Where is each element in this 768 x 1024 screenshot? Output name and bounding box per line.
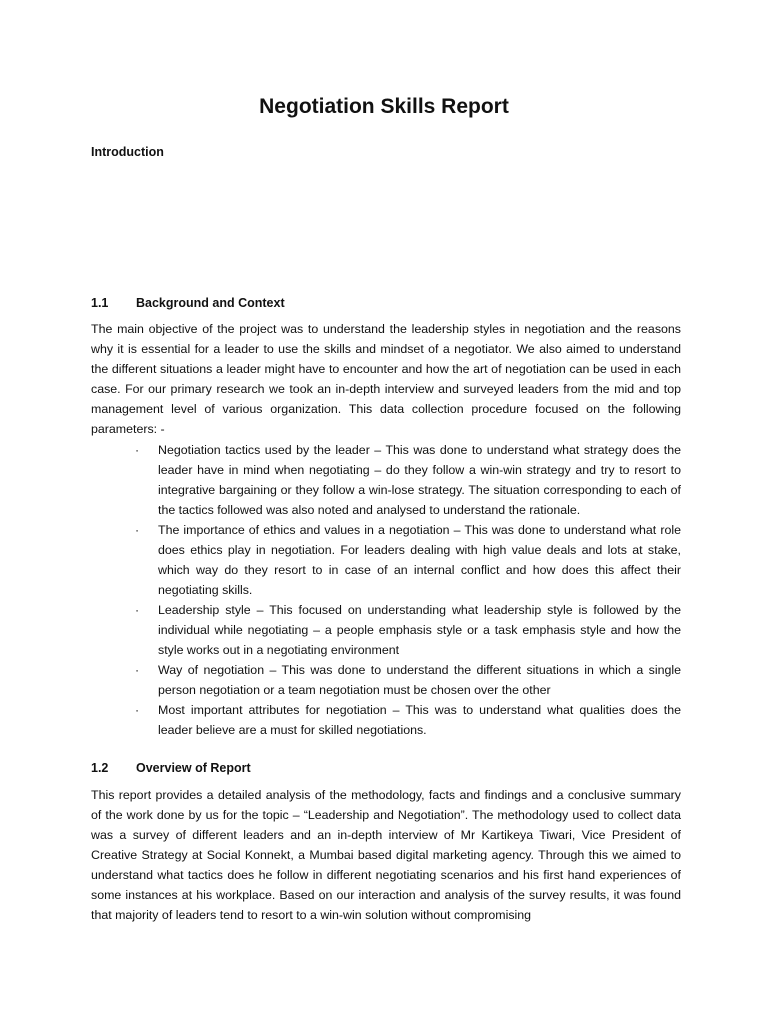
list-item-text: Leadership style – This focused on understanding what leadership style is followed by the individual while negotiating – a people emphasis style or a task emphasis style and how the style works out in a negotiating environment: [158, 603, 681, 657]
bullet-marker: ·: [135, 523, 140, 537]
list-item-text: The importance of ethics and values in a negotiation – This was done to understand what role does ethics play in negotiation. For leaders dealing with high value deals and lots at stake, which way do they resort to in case of an internal conflict and how does this affect their negotiating skills.: [158, 523, 681, 597]
page-title: Negotiation Skills Report: [259, 95, 509, 118]
section-number: 1.2: [91, 761, 109, 775]
bullet-marker: ·: [135, 703, 140, 717]
bullet-marker: ·: [135, 663, 140, 677]
overview-paragraph: This report provides a detailed analysis of the methodology, facts and findings and a conclusive summary of the work done by us for the topic – “Leadership and Negotiation”. The methodology used to collect data was a survey of different leaders and an in-depth interview of Mr Kartikeya Tiwari, Vice President of Creative Strategy at Social Konnekt, a Mumbai based digital marketing agency. Through this we aimed to understand what tactics does he follow in different negotiating scenarios and his first hand experiences of some instances at his workplace. Based on our interaction and analysis of the survey results, it was found that majority of leaders tend to resort to a win-win solution without compromising: [91, 788, 681, 922]
list-item-text: Way of negotiation – This was done to understand the different situations in which a single person negotiation or a team negotiation must be chosen over the other: [158, 663, 681, 697]
section-heading-1-2: [91, 761, 251, 775]
background-paragraph: The main objective of the project was to understand the leadership styles in negotiation and the reasons why it is essential for a leader to use the skills and mindset of a negotiator. We also aimed to understand the different situations a leader might have to encounter and how the art of negotiation can be used in each case. For our primary research we took an in-depth interview and surveyed leaders from the mid and top management level of various organization. This data collection procedure focused on the following parameters: -: [91, 322, 681, 436]
list-item: [91, 660, 681, 700]
list-item-text: Most important attributes for negotiation – This was to understand what qualities does the leader believe are a must for skilled negotiations.: [158, 703, 681, 737]
introduction-heading: Introduction: [91, 145, 164, 159]
list-item: [91, 600, 681, 660]
section-number: 1.1: [91, 296, 109, 310]
bullet-marker: ·: [135, 603, 140, 617]
bullet-marker: ·: [135, 443, 140, 457]
list-item: [91, 440, 681, 520]
parameters-list: [91, 440, 681, 740]
list-item: [91, 520, 681, 600]
section-title: Background and Context: [136, 296, 285, 310]
list-item: [91, 700, 681, 740]
section-heading-1-1: [91, 296, 285, 310]
list-item-text: Negotiation tactics used by the leader – This was done to understand what strategy does the leader have in mind when negotiating – do they follow a win-win strategy and try to resort to integrative bargaining or they follow a win-lose strategy. The situation corresponding to each of the tactics followed was also noted and analysed to understand the rationale.: [158, 443, 681, 517]
section-title: Overview of Report: [136, 761, 251, 775]
